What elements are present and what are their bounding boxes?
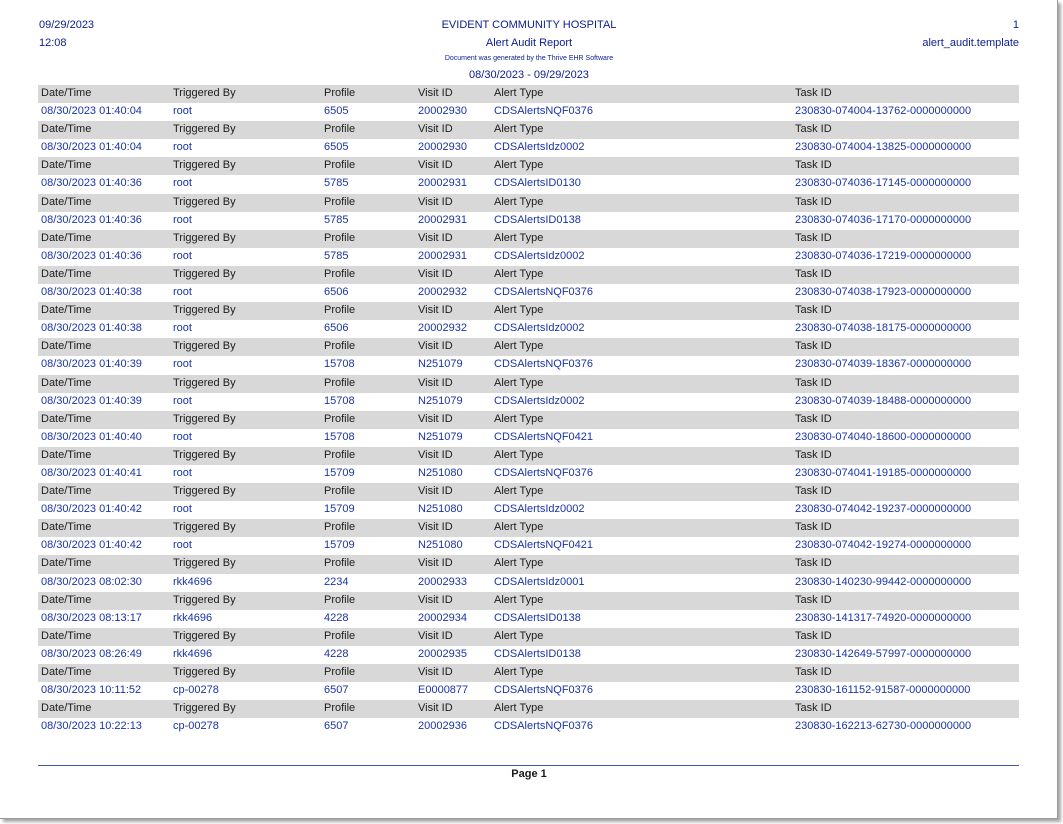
profile-label: Profile xyxy=(324,412,356,425)
visit-id-value: E0000877 xyxy=(418,684,469,697)
record-label-row xyxy=(38,519,1019,537)
profile-value: 6506 xyxy=(324,322,349,335)
alert-type-label: Alert Type xyxy=(494,376,544,389)
triggered-by-value: root xyxy=(173,286,192,299)
triggered-by-value: root xyxy=(173,141,192,154)
triggered-by-value: rkk4696 xyxy=(173,575,213,588)
triggered-by-value: cp-00278 xyxy=(173,720,219,733)
visit-id-label: Visit ID xyxy=(418,87,453,99)
visit-id-label: Visit ID xyxy=(418,376,453,389)
profile-value: 5785 xyxy=(324,213,349,226)
alert-type-label: Alert Type xyxy=(494,412,544,425)
date-time-label: Date/Time xyxy=(41,412,92,425)
template-name: alert_audit.template xyxy=(922,37,1019,49)
triggered-by-value: root xyxy=(173,105,192,118)
date-time-label: Date/Time xyxy=(41,340,92,353)
generated-note: Document was generated by the Thrive EHR Software xyxy=(444,55,614,62)
task-id-label: Task ID xyxy=(795,629,832,642)
visit-id-label: Visit ID xyxy=(418,340,453,353)
visit-id-label: Visit ID xyxy=(418,629,453,642)
record-value-row xyxy=(38,537,1019,555)
profile-value: 6507 xyxy=(324,684,349,697)
profile-label: Profile xyxy=(324,376,356,389)
profile-label: Profile xyxy=(324,521,356,534)
date-time-label: Date/Time xyxy=(41,485,92,498)
alert-type-value: CDSAlertsIdz0002 xyxy=(494,322,585,335)
task-id-label: Task ID xyxy=(795,412,832,425)
date-time-value: 08/30/2023 01:40:38 xyxy=(41,322,142,335)
record-label-row xyxy=(38,157,1019,175)
task-id-label: Task ID xyxy=(795,340,832,353)
alert-type-value: CDSAlertsNQF0376 xyxy=(494,105,594,118)
triggered-by-value: root xyxy=(173,503,192,516)
alert-type-label: Alert Type xyxy=(494,231,544,244)
visit-id-label: Visit ID xyxy=(418,195,453,208)
alert-type-label: Alert Type xyxy=(494,485,544,498)
visit-id-value: 20002931 xyxy=(418,249,467,262)
visit-id-label: Visit ID xyxy=(418,521,453,534)
profile-label: Profile xyxy=(324,593,356,606)
date-time-value: 08/30/2023 08:26:49 xyxy=(41,647,142,660)
footer-divider xyxy=(38,765,1019,766)
record-label-row xyxy=(38,483,1019,501)
profile-value: 15709 xyxy=(324,466,355,479)
task-id-value: 230830-142649-57997-0000000000 xyxy=(795,647,972,660)
profile-value: 6507 xyxy=(324,720,349,733)
visit-id-label: Visit ID xyxy=(418,304,453,317)
profile-label: Profile xyxy=(324,629,356,642)
alert-type-value: CDSAlertsID0138 xyxy=(494,611,581,624)
date-time-value: 08/30/2023 08:13:17 xyxy=(41,611,142,624)
triggered-by-label: Triggered By xyxy=(173,159,236,172)
date-time-value: 08/30/2023 01:40:36 xyxy=(41,249,142,262)
triggered-by-label: Triggered By xyxy=(173,195,236,208)
report-title: Alert Audit Report xyxy=(485,37,573,49)
record-value-row xyxy=(38,718,1019,736)
triggered-by-label: Triggered By xyxy=(173,267,236,280)
triggered-by-label: Triggered By xyxy=(173,666,236,678)
record-value-row xyxy=(38,610,1019,628)
task-id-value: 230830-161152-91587-0000000000 xyxy=(795,684,971,697)
record-value-row xyxy=(38,320,1019,338)
visit-id-value: N251080 xyxy=(418,503,463,516)
date-time-value: 08/30/2023 01:40:04 xyxy=(41,105,142,118)
visit-id-value: 20002931 xyxy=(418,177,467,190)
date-time-label: Date/Time xyxy=(41,521,92,534)
alert-type-label: Alert Type xyxy=(494,123,544,136)
date-time-label: Date/Time xyxy=(41,231,92,244)
triggered-by-value: root xyxy=(173,539,192,552)
date-time-label: Date/Time xyxy=(41,448,92,461)
triggered-by-label: Triggered By xyxy=(173,629,236,642)
record-value-row xyxy=(38,284,1019,302)
alert-type-value: CDSAlertsIdz0002 xyxy=(494,141,585,154)
profile-value: 5785 xyxy=(324,249,349,262)
alert-type-value: CDSAlertsNQF0376 xyxy=(494,720,594,733)
profile-value: 15708 xyxy=(324,430,355,443)
date-time-label: Date/Time xyxy=(41,159,92,172)
triggered-by-label: Triggered By xyxy=(173,702,236,715)
triggered-by-value: root xyxy=(173,430,192,443)
triggered-by-value: root xyxy=(173,358,192,371)
triggered-by-value: root xyxy=(173,177,192,190)
task-id-value: 230830-074036-17170-0000000000 xyxy=(795,213,972,226)
task-id-label: Task ID xyxy=(795,123,832,136)
profile-label: Profile xyxy=(324,702,356,715)
date-time-label: Date/Time xyxy=(41,593,92,606)
record-value-row xyxy=(38,646,1019,664)
task-id-value: 230830-140230-99442-0000000000 xyxy=(795,575,972,588)
visit-id-label: Visit ID xyxy=(418,267,453,280)
record-label-row xyxy=(38,411,1019,429)
visit-id-value: N251079 xyxy=(418,430,463,443)
profile-label: Profile xyxy=(324,448,356,461)
record-value-row xyxy=(38,103,1019,121)
record-label-row xyxy=(38,555,1019,573)
triggered-by-value: root xyxy=(173,322,192,335)
alert-type-value: CDSAlertsNQF0421 xyxy=(494,430,594,443)
profile-label: Profile xyxy=(324,87,356,99)
record-value-row xyxy=(38,175,1019,193)
visit-id-value: 20002934 xyxy=(418,611,467,624)
visit-id-label: Visit ID xyxy=(418,123,453,136)
task-id-value: 230830-074004-13762-0000000000 xyxy=(795,105,972,118)
visit-id-value: 20002932 xyxy=(418,322,467,335)
record-label-row xyxy=(38,194,1019,212)
alert-type-value: CDSAlertsID0130 xyxy=(494,177,581,190)
page-number: 1 xyxy=(1012,19,1019,31)
profile-value: 15709 xyxy=(324,503,355,516)
task-id-value: 230830-074040-18600-0000000000 xyxy=(795,430,972,443)
date-time-label: Date/Time xyxy=(41,666,92,678)
visit-id-label: Visit ID xyxy=(418,159,453,172)
alert-type-value: CDSAlertsIdz0002 xyxy=(494,394,585,407)
profile-label: Profile xyxy=(324,304,356,317)
task-id-label: Task ID xyxy=(795,267,832,280)
alert-type-label: Alert Type xyxy=(494,87,544,99)
task-id-value: 230830-074042-19237-0000000000 xyxy=(795,503,972,516)
task-id-value: 230830-074039-18367-0000000000 xyxy=(795,358,972,371)
profile-label: Profile xyxy=(324,159,356,172)
alert-type-value: CDSAlertsNQF0376 xyxy=(494,684,594,697)
task-id-value: 230830-074042-19274-0000000000 xyxy=(795,539,972,552)
date-time-label: Date/Time xyxy=(41,267,92,280)
triggered-by-label: Triggered By xyxy=(173,304,236,317)
profile-label: Profile xyxy=(324,123,356,136)
task-id-value: 230830-074038-17923-0000000000 xyxy=(795,286,972,299)
visit-id-label: Visit ID xyxy=(418,448,453,461)
alert-type-label: Alert Type xyxy=(494,702,544,715)
alert-type-label: Alert Type xyxy=(494,629,544,642)
alert-type-label: Alert Type xyxy=(494,448,544,461)
visit-id-value: 20002936 xyxy=(418,720,467,733)
profile-value: 5785 xyxy=(324,177,349,190)
visit-id-value: 20002930 xyxy=(418,105,467,118)
task-id-value: 230830-141317-74920-0000000000 xyxy=(795,611,972,624)
triggered-by-label: Triggered By xyxy=(173,448,236,461)
task-id-label: Task ID xyxy=(795,231,832,244)
date-time-value: 08/30/2023 01:40:39 xyxy=(41,358,142,371)
record-label-row xyxy=(38,592,1019,610)
record-label-row xyxy=(38,375,1019,393)
alert-type-label: Alert Type xyxy=(494,267,544,280)
date-time-label: Date/Time xyxy=(41,123,92,136)
triggered-by-value: rkk4696 xyxy=(173,611,213,624)
alert-records xyxy=(38,85,1019,736)
profile-label: Profile xyxy=(324,557,356,570)
record-label-row xyxy=(38,664,1019,682)
alert-type-value: CDSAlertsID0138 xyxy=(494,647,581,660)
task-id-label: Task ID xyxy=(795,448,832,461)
task-id-label: Task ID xyxy=(795,376,832,389)
date-time-value: 08/30/2023 01:40:04 xyxy=(41,141,142,154)
triggered-by-value: root xyxy=(173,249,192,262)
date-time-value: 08/30/2023 01:40:42 xyxy=(41,539,142,552)
alert-type-value: CDSAlertsNQF0421 xyxy=(494,539,594,552)
visit-id-label: Visit ID xyxy=(418,702,453,715)
print-time: 12:08 xyxy=(39,37,67,49)
visit-id-label: Visit ID xyxy=(418,557,453,570)
profile-label: Profile xyxy=(324,195,356,208)
alert-type-value: CDSAlertsNQF0376 xyxy=(494,466,594,479)
visit-id-value: N251080 xyxy=(418,539,463,552)
alert-type-label: Alert Type xyxy=(494,304,544,317)
date-time-label: Date/Time xyxy=(41,195,92,208)
triggered-by-label: Triggered By xyxy=(173,412,236,425)
date-time-value: 08/30/2023 01:40:40 xyxy=(41,430,142,443)
visit-id-label: Visit ID xyxy=(418,412,453,425)
profile-label: Profile xyxy=(324,485,356,498)
record-label-row xyxy=(38,302,1019,320)
triggered-by-value: cp-00278 xyxy=(173,684,219,697)
triggered-by-label: Triggered By xyxy=(173,231,236,244)
triggered-by-label: Triggered By xyxy=(173,593,236,606)
record-label-row xyxy=(38,700,1019,718)
task-id-label: Task ID xyxy=(795,702,832,715)
record-value-row xyxy=(38,393,1019,411)
record-value-row xyxy=(38,248,1019,266)
triggered-by-value: root xyxy=(173,394,192,407)
task-id-value: 230830-074004-13825-0000000000 xyxy=(795,141,972,154)
alert-type-value: CDSAlertsIdz0001 xyxy=(494,575,585,588)
visit-id-label: Visit ID xyxy=(418,231,453,244)
visit-id-label: Visit ID xyxy=(418,485,453,498)
triggered-by-label: Triggered By xyxy=(173,485,236,498)
record-value-row xyxy=(38,465,1019,483)
record-label-row xyxy=(38,85,1019,103)
task-id-label: Task ID xyxy=(795,666,832,678)
profile-label: Profile xyxy=(324,340,356,353)
date-time-label: Date/Time xyxy=(41,557,92,570)
visit-id-value: N251079 xyxy=(418,394,463,407)
visit-id-value: N251080 xyxy=(418,466,463,479)
visit-id-label: Visit ID xyxy=(418,666,453,678)
alert-type-label: Alert Type xyxy=(494,666,544,678)
triggered-by-label: Triggered By xyxy=(173,340,236,353)
alert-type-value: CDSAlertsNQF0376 xyxy=(494,358,594,371)
profile-value: 2234 xyxy=(324,575,349,588)
profile-value: 15708 xyxy=(324,394,355,407)
task-id-value: 230830-162213-62730-0000000000 xyxy=(795,720,972,733)
record-value-row xyxy=(38,501,1019,519)
alert-type-value: CDSAlertsID0138 xyxy=(494,213,581,226)
visit-id-value: 20002932 xyxy=(418,286,467,299)
date-time-value: 08/30/2023 01:40:39 xyxy=(41,394,142,407)
profile-label: Profile xyxy=(324,666,356,678)
alert-type-label: Alert Type xyxy=(494,159,544,172)
visit-id-value: 20002931 xyxy=(418,213,467,226)
task-id-label: Task ID xyxy=(795,521,832,534)
triggered-by-label: Triggered By xyxy=(173,87,236,99)
task-id-label: Task ID xyxy=(795,485,832,498)
date-time-value: 08/30/2023 01:40:36 xyxy=(41,177,142,190)
record-value-row xyxy=(38,574,1019,592)
date-time-label: Date/Time xyxy=(41,376,92,389)
visit-id-label: Visit ID xyxy=(418,593,453,606)
footer-page-label: Page 1 xyxy=(511,768,547,780)
profile-value: 15709 xyxy=(324,539,355,552)
triggered-by-label: Triggered By xyxy=(173,123,236,136)
triggered-by-value: root xyxy=(173,213,192,226)
visit-id-value: 20002933 xyxy=(418,575,467,588)
profile-value: 15708 xyxy=(324,358,355,371)
task-id-value: 230830-074039-18488-0000000000 xyxy=(795,394,972,407)
alert-type-label: Alert Type xyxy=(494,195,544,208)
record-label-row xyxy=(38,230,1019,248)
record-label-row xyxy=(38,338,1019,356)
profile-label: Profile xyxy=(324,267,356,280)
date-time-value: 08/30/2023 01:40:36 xyxy=(41,213,142,226)
record-value-row xyxy=(38,429,1019,447)
triggered-by-value: root xyxy=(173,466,192,479)
hospital-name: EVIDENT COMMUNITY HOSPITAL xyxy=(441,19,617,31)
task-id-label: Task ID xyxy=(795,304,832,317)
task-id-label: Task ID xyxy=(795,87,832,99)
date-time-value: 08/30/2023 01:40:42 xyxy=(41,503,142,516)
date-time-value: 08/30/2023 08:02:30 xyxy=(41,575,142,588)
record-value-row xyxy=(38,139,1019,157)
task-id-value: 230830-074041-19185-0000000000 xyxy=(795,466,972,479)
triggered-by-value: rkk4696 xyxy=(173,647,213,660)
alert-type-value: CDSAlertsIdz0002 xyxy=(494,249,585,262)
profile-value: 4228 xyxy=(324,647,349,660)
alert-type-label: Alert Type xyxy=(494,593,544,606)
profile-value: 6505 xyxy=(324,141,349,154)
profile-label: Profile xyxy=(324,231,356,244)
date-time-value: 08/30/2023 01:40:41 xyxy=(41,466,142,479)
task-id-label: Task ID xyxy=(795,593,832,606)
record-value-row xyxy=(38,356,1019,374)
alert-type-value: CDSAlertsIdz0002 xyxy=(494,503,585,516)
date-time-label: Date/Time xyxy=(41,304,92,317)
alert-type-value: CDSAlertsNQF0376 xyxy=(494,286,594,299)
visit-id-value: 20002930 xyxy=(418,141,467,154)
date-range: 08/30/2023 - 09/29/2023 xyxy=(469,69,589,81)
alert-type-label: Alert Type xyxy=(494,521,544,534)
task-id-value: 230830-074038-18175-0000000000 xyxy=(795,322,972,335)
record-value-row xyxy=(38,212,1019,230)
visit-id-value: 20002935 xyxy=(418,647,467,660)
date-time-value: 08/30/2023 01:40:38 xyxy=(41,286,142,299)
record-label-row xyxy=(38,447,1019,465)
task-id-value: 230830-074036-17219-0000000000 xyxy=(795,249,972,262)
print-date: 09/29/2023 xyxy=(39,19,95,31)
task-id-label: Task ID xyxy=(795,159,832,172)
profile-value: 4228 xyxy=(324,611,349,624)
date-time-value: 08/30/2023 10:22:13 xyxy=(41,720,142,733)
triggered-by-label: Triggered By xyxy=(173,376,236,389)
date-time-label: Date/Time xyxy=(41,87,92,99)
profile-value: 6506 xyxy=(324,286,349,299)
date-time-label: Date/Time xyxy=(41,702,92,715)
triggered-by-label: Triggered By xyxy=(173,557,236,570)
record-label-row xyxy=(38,628,1019,646)
record-label-row xyxy=(38,266,1019,284)
alert-type-label: Alert Type xyxy=(494,557,544,570)
record-value-row xyxy=(38,682,1019,700)
task-id-value: 230830-074036-17145-0000000000 xyxy=(795,177,972,190)
date-time-value: 08/30/2023 10:11:52 xyxy=(41,684,142,697)
alert-type-label: Alert Type xyxy=(494,340,544,353)
task-id-label: Task ID xyxy=(795,557,832,570)
triggered-by-label: Triggered By xyxy=(173,521,236,534)
task-id-label: Task ID xyxy=(795,195,832,208)
visit-id-value: N251079 xyxy=(418,358,463,371)
date-time-label: Date/Time xyxy=(41,629,92,642)
profile-value: 6505 xyxy=(324,105,349,118)
record-label-row xyxy=(38,121,1019,139)
